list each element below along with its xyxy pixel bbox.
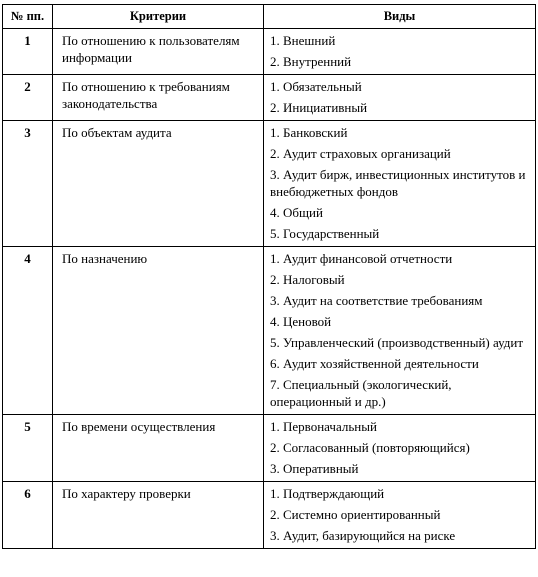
criterion-cell: По отношению к пользователям информации: [53, 29, 264, 75]
kind-item: 3. Аудит на соответствие требованиям: [270, 293, 483, 308]
table-body: [3, 29, 536, 549]
kinds-cell: [264, 415, 536, 482]
kind-item: 4. Общий: [270, 205, 323, 220]
kinds-cell: [264, 121, 536, 247]
table-header: [3, 5, 536, 29]
kinds-cell: [264, 29, 536, 75]
kind-item: 3. Оперативный: [270, 461, 359, 476]
kinds-cell: [264, 482, 536, 549]
kind-item: 2. Аудит страховых организаций: [270, 146, 451, 161]
row-number: 5: [3, 415, 53, 482]
table-row: [3, 29, 536, 75]
table-row: [3, 247, 536, 415]
row-number: 4: [3, 247, 53, 415]
kind-item: 7. Специальный (экологический, операционный и др.): [270, 377, 452, 409]
kind-item: 3. Аудит бирж, инвестиционных институтов и внебюджетных фондов: [270, 167, 526, 199]
kind-item: 1. Внешний: [270, 33, 336, 48]
kind-item: 5. Управленческий (производственный) аудит: [270, 335, 524, 350]
kind-item: 2. Инициативный: [270, 100, 368, 115]
table-row: [3, 75, 536, 121]
kind-item: 2. Внутренний: [270, 54, 352, 69]
criterion-cell: По характеру проверки: [53, 482, 264, 549]
row-number: 3: [3, 121, 53, 247]
kind-item: 2. Согласованный (повторяющийся): [270, 440, 470, 455]
header-number: № пп.: [3, 5, 53, 29]
row-number: 2: [3, 75, 53, 121]
criterion-cell: По времени осуществления: [53, 415, 264, 482]
header-kinds: Виды: [264, 5, 536, 29]
kinds-cell: [264, 247, 536, 415]
kind-item: 1. Первоначальный: [270, 419, 377, 434]
criterion-cell: По назначению: [53, 247, 264, 415]
criterion-cell: По отношению к требованиям законодательства: [53, 75, 264, 121]
table-row: [3, 482, 536, 549]
header-criteria: Критерии: [53, 5, 264, 29]
kind-item: 1. Аудит финансовой отчетности: [270, 251, 453, 266]
kind-item: 1. Обязательный: [270, 79, 362, 94]
kind-item: 6. Аудит хозяйственной деятельности: [270, 356, 479, 371]
kind-item: 3. Аудит, базирующийся на риске: [270, 528, 456, 543]
audit-classification-table: [2, 4, 536, 549]
kind-item: 5. Государственный: [270, 226, 380, 241]
header-row: [3, 5, 536, 29]
kinds-cell: [264, 75, 536, 121]
kind-item: 1. Банковский: [270, 125, 348, 140]
criterion-cell: По объектам аудита: [53, 121, 264, 247]
table-row: [3, 121, 536, 247]
row-number: 6: [3, 482, 53, 549]
kind-item: 4. Ценовой: [270, 314, 332, 329]
kind-item: 1. Подтверждающий: [270, 486, 385, 501]
kind-item: 2. Налоговый: [270, 272, 345, 287]
table-row: [3, 415, 536, 482]
kind-item: 2. Системно ориентированный: [270, 507, 441, 522]
row-number: 1: [3, 29, 53, 75]
